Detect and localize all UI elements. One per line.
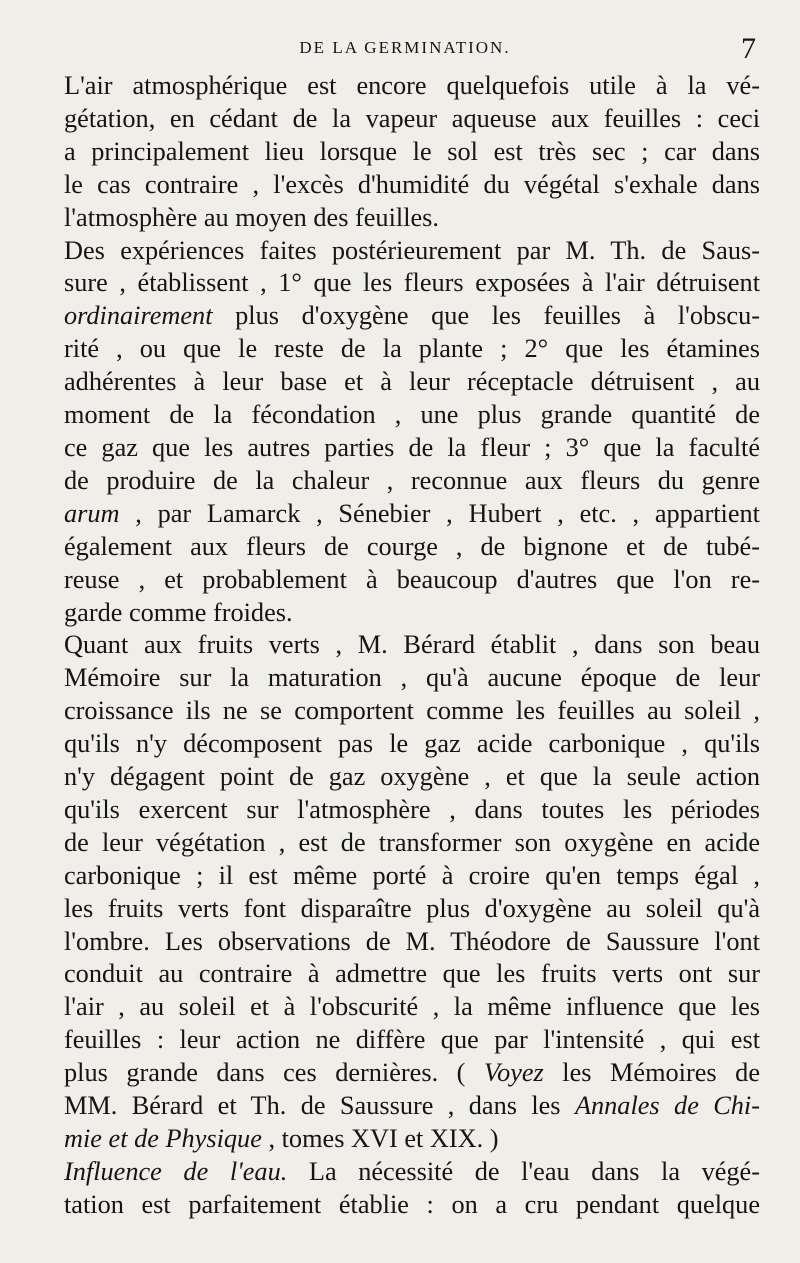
text-line: de produire de la chaleur , reconnue aux fleurs du genre xyxy=(64,465,760,495)
text-line: n'y dégagent point de gaz oxygène , et que la seule action xyxy=(64,762,760,792)
text-line: adhérentes à leur base et à leur réceptacle détruisent , au xyxy=(64,367,760,397)
text-line: l'ombre. Les observations de M. Théodore de Saussure l'ont xyxy=(64,926,760,956)
text-line: les fruits verts font disparaître plus d'oxygène au soleil qu'à xyxy=(64,893,760,923)
text-line: l'air , au soleil et à l'obscurité , la même influence que les xyxy=(64,992,760,1022)
text-line: arum , par Lamarck , Sénebier , Hubert , etc. , appartient xyxy=(64,498,760,528)
text-line: l'atmosphère au moyen des feuilles. xyxy=(64,202,439,232)
text-line: également aux fleurs de courge , de bignone et de tubé- xyxy=(64,531,760,561)
text-line: Mémoire sur la maturation , qu'à aucune époque de leur xyxy=(64,663,760,693)
body-text xyxy=(50,70,760,1222)
running-title: DE LA GERMINATION. xyxy=(299,38,511,57)
text-line: sure , établissent , 1° que les fleurs exposées à l'air détruisent xyxy=(64,268,760,298)
running-head xyxy=(50,32,760,70)
text-line: le cas contraire , l'excès d'humidité du végétal s'exhale dans xyxy=(64,169,760,199)
text-line: croissance ils ne se comportent comme les feuilles au soleil , xyxy=(64,696,760,726)
text-line: garde comme froides. xyxy=(64,597,293,627)
text-line: moment de la fécondation , une plus grande quantité de xyxy=(64,400,760,430)
page-number: 7 xyxy=(741,32,756,65)
text-line: carbonique ; il est même porté à croire qu'en temps égal , xyxy=(64,860,760,890)
text-line: Quant aux fruits verts , M. Bérard établit , dans son beau xyxy=(64,630,760,660)
text-line: qu'ils n'y décomposent pas le gaz acide carbonique , qu'ils xyxy=(64,729,760,759)
text-line: rité , ou que le reste de la plante ; 2° que les étamines xyxy=(64,334,760,364)
text-line: Des expériences faites postérieurement par M. Th. de Saus- xyxy=(64,235,760,265)
text-line: MM. Bérard et Th. de Saussure , dans les Annales de Chi- xyxy=(64,1091,760,1121)
text-line: qu'ils exercent sur l'atmosphère , dans toutes les périodes xyxy=(64,794,760,824)
paragraph-4 xyxy=(50,1156,760,1222)
text-line: a principalement lieu lorsque le sol est très sec ; car dans xyxy=(64,136,760,166)
text-line: plus grande dans ces dernières. ( Voyez les Mémoires de xyxy=(64,1058,760,1088)
paragraph-1 xyxy=(50,70,760,235)
text-line: feuilles : leur action ne diffère que par l'intensité , qui est xyxy=(64,1025,760,1055)
text-line: Influence de l'eau. La nécessité de l'eau dans la végé- xyxy=(64,1156,760,1186)
text-line: ce gaz que les autres parties de la fleur ; 3° que la faculté xyxy=(64,432,760,462)
text-line: gétation, en cédant de la vapeur aqueuse aux feuilles : ceci xyxy=(64,103,760,133)
text-line: reuse , et probablement à beaucoup d'autres que l'on re- xyxy=(64,564,760,594)
text-line: conduit au contraire à admettre que les fruits verts ont sur xyxy=(64,959,760,989)
text-line: mie et de Physique , tomes XVI et XIX. ) xyxy=(64,1124,499,1153)
paragraph-3 xyxy=(50,629,760,1156)
paragraph-2 xyxy=(50,235,760,630)
text-line: tation est parfaitement établie : on a cru pendant quelque xyxy=(64,1189,760,1219)
text-line: L'air atmosphérique est encore quelquefois utile à la vé- xyxy=(64,71,760,100)
text-line: ordinairement plus d'oxygène que les feuilles à l'obscu- xyxy=(64,301,760,331)
text-line: de leur végétation , est de transformer son oxygène en acide xyxy=(64,827,760,857)
